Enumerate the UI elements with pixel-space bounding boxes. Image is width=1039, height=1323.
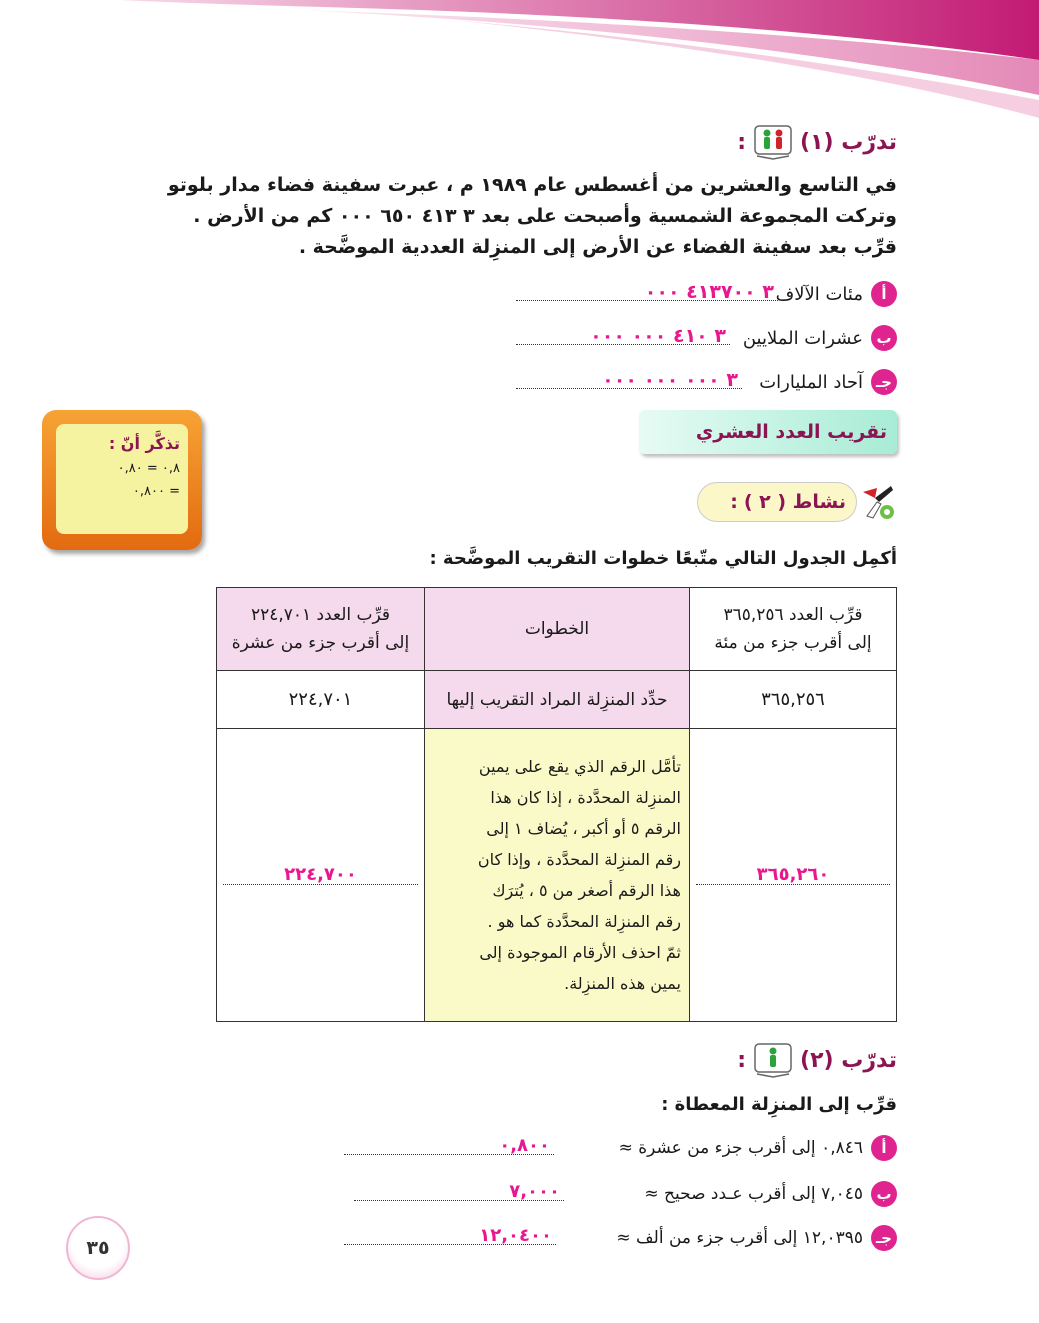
t2-letter-c: جـ [871,1225,897,1251]
activity-heading [697,480,897,524]
header-tenths-line-2: إلى أقرب جزء من عشرة [231,633,410,653]
steps-line-6: رقم المنزِلة المحدَّدة كما هو . [487,912,681,931]
training-1-heading [737,122,897,162]
t2-answer-field-c[interactable] [344,1225,556,1246]
training-2-heading [737,1040,897,1080]
t2-letter-a: أ [871,1135,897,1161]
row2-tenths-answer: ٢٢٤,٧٠٠ [284,863,357,885]
training-1-item-b [743,324,897,352]
item-label-ten-millions: عشرات الملايين [742,327,863,349]
item-label-hundred-thousands: مئات الآلاف [775,283,863,305]
training-2-item-b [644,1180,897,1208]
t2-answer-field-a[interactable] [344,1135,554,1156]
answer-a: ٣ ٤١٣٧٠٠ ٠٠٠ [644,281,774,303]
training-2-item-a [619,1134,897,1162]
row2-tenths-cell[interactable] [217,729,425,1022]
training-2-instruction: قرِّب إلى المنزِلة المعطاة : [661,1094,897,1115]
page-number: ٣٥ [86,1237,110,1259]
row1-step: حدِّد المنزِلة المراد التقريب إليها [425,671,690,729]
row1-tenths-value: ٢٢٤,٧٠١ [217,671,425,729]
training-1-line-2: وتركت المجموعة الشمسية وأصبحت على بعد ٣ ٤١٣ ٦٥٠ ٠٠٠ كم من الأرض . [193,205,897,227]
t2-answer-c: ١٢,٠٤٠٠ [479,1225,552,1246]
row2-hundredths-answer: ٣٦٥,٢٦٠ [756,863,830,885]
activity-instruction: أكمِل الجدول التالي متّبعًا خطوات التقريب الموضَّحة : [429,548,897,569]
item-letter-c: جـ [871,369,897,395]
rounding-steps-table [216,587,897,1022]
table-row-round [217,729,897,1022]
training-1-paragraph [137,170,897,263]
activity-colon: : [730,491,738,513]
top-banner-decoration [0,0,1039,120]
training-1-line-3: قرِّب بعد سفينة الفضاء عن الأرض إلى المنزِلة العددية الموضَّحة . [298,236,897,258]
row1-hundredths-value: ٣٦٥,٢٥٦ [690,671,897,729]
header-tenths-line-1: قرِّب العدد ٢٢٤,٧٠١ [250,605,391,625]
steps-line-1: تأمَّل الرقم الذي يقع على يمين [478,757,681,776]
row2-hundredths-cell[interactable] [690,729,897,1022]
item-letter-a: أ [871,281,897,307]
training-1-line-1: في التاسع والعشرين من أغسطس عام ١٩٨٩ م ، عبرت سفينة فضاء مدار بلوتو [167,174,897,196]
remember-inner [56,424,188,534]
training-1-item-a [776,280,897,308]
t2-text-b: ٧,٠٤٥ إلى أقرب عـدد صحيح ≈ [644,1184,863,1204]
activity-title: نشاط ( ٢ ) [743,491,846,513]
activity-tools-icon [857,480,897,524]
row2-steps-text [425,729,690,1022]
steps-line-4: رقم المنزِلة المحدَّدة ، وإذا كان [477,850,681,869]
answer-field-a[interactable] [516,281,778,303]
t2-answer-b: ٧,٠٠٠ [509,1181,560,1202]
training-person-icon [754,1042,792,1078]
answer-field-c[interactable] [516,369,742,391]
training-1-title: تدرّب (١) [800,129,897,155]
item-letter-b: ب [871,325,897,351]
remember-title: تذكَّر أنّ : [108,434,180,453]
training-1-item-c [759,368,897,396]
t2-letter-b: ب [871,1181,897,1207]
header-hundredths [690,588,897,671]
t2-answer-a: ٠,٨٠٠ [499,1135,550,1156]
header-tenths [217,588,425,671]
section-title: تقريب العدد العشري [695,421,887,443]
section-title-bar [639,410,897,454]
header-hundredths-line-1: قرِّب العدد ٣٦٥,٢٥٦ [723,605,863,625]
t2-text-c: ١٢,٠٣٩٥ إلى أقرب جزء من ألف ≈ [616,1228,863,1248]
answer-c: ٣ ٠٠٠ ٠٠٠ ٠٠٠ [602,369,738,391]
training-2-item-c [616,1224,897,1252]
steps-line-7: ثمّ احذف الأرقام الموجودة إلى [479,943,681,962]
t2-answer-field-b[interactable] [354,1181,564,1202]
remember-box [42,410,202,550]
training-1-colon: : [737,129,747,155]
item-label-billions: آحاد المليارات [759,371,863,393]
steps-line-8: يمين هذه المنزِلة. [564,974,681,993]
training-2-title: تدرّب (٢) [800,1047,897,1073]
steps-line-3: الرقم ٥ أو أكبر ، يُضاف ١ إلى [486,819,681,838]
header-steps: الخطوات [425,588,690,671]
steps-line-2: المنزِلة المحدَّدة ، إذا كان هذا [490,788,681,807]
training-people-icon [754,124,792,160]
answer-field-b[interactable] [516,325,730,347]
activity-pill [697,482,857,522]
page-number-badge [66,1216,130,1280]
training-2-colon: : [737,1047,747,1073]
table-header-row [217,588,897,671]
t2-text-a: ٠,٨٤٦ إلى أقرب جزء من عشرة ≈ [618,1138,863,1158]
answer-b: ٣ ٤١٠ ٠٠٠ ٠٠٠ [590,325,726,347]
table-row-identify [217,671,897,729]
header-hundredths-line-2: إلى أقرب جزء من مئة [714,633,872,653]
remember-line-2: = ٠,٨٠٠ [132,484,180,499]
remember-line-1: ٠,٨ = ٠,٨٠ [117,461,180,476]
steps-line-5: هذا الرقم أصغر من ٥ ، يُترَك [492,881,681,900]
